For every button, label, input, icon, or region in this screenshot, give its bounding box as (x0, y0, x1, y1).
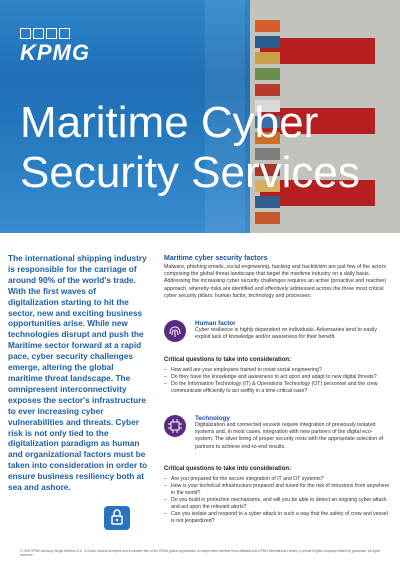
technology-body: Digitalization and connected vessels require integration of previously isolated systems and, in most cases, integration with new partners of the digital eco-system. The silver lining of proper security rests with the appropriate selection of partners to achieve end-to-end results. (195, 422, 384, 450)
lock-icon (104, 506, 130, 530)
circuit-icon (164, 415, 186, 437)
technology-block (164, 413, 390, 463)
human-questions-list (164, 367, 390, 395)
factors-section (164, 255, 390, 300)
list-item: – Are you prepared for the secure integration of IT and OT systems? (164, 476, 390, 483)
list-item: – Do you build in protection mechanisms, and will you be able to detect an ongoing cyber-attack and act upon the relevant alerts? (164, 497, 390, 511)
list-item: – How is your technical infrastructure prepared and tuned for the risk of intrusions from anywhere in the world? (164, 483, 390, 497)
container (255, 36, 280, 48)
container (255, 212, 280, 224)
fingerprint-icon (164, 320, 186, 342)
hero-image (0, 0, 400, 233)
container (255, 84, 280, 96)
human-questions-heading: Critical questions to take into consideration: (164, 357, 292, 363)
container (255, 20, 280, 32)
technology-questions-heading: Critical questions to take into consideration: (164, 466, 292, 472)
list-item: – How well are your employees trained to resist social engineering? (164, 367, 390, 374)
container (255, 68, 280, 80)
human-factor-block (164, 318, 390, 358)
intro-text: The international shipping industry is responsible for the carriage of around 90% of the world's trade. With the first waves of digitalization starting to hit the sector, new and exciting business opportunities arise. While new technologies disrupt and push the Maritime sector forward at a rapid pace, cyber security challenges emerge, altering the global maritime threat landscape. The omnipresent interconnectivity exposes the sector's infrastructure to ever increasing cyber vulnerabilities and threats. Cyber risk is not only tied to the digitalization paradigm as human and organizational factors must be taken into consideration in order to ensure business resiliency both at sea and ashore. (8, 253, 148, 493)
list-item: – Do they have the knowledge and awareness to act upon and adapt to new digital threats? (164, 374, 390, 381)
human-factor-body: Cyber resilience is highly dependent on individuals. Adversaries tend to easily exploit lack of knowledge and/or awareness for their benefit. (195, 327, 377, 341)
section-heading: Maritime cyber security factors (164, 255, 268, 262)
kpmg-logo-icon (20, 28, 70, 39)
technology-heading: Technology (195, 415, 230, 422)
kpmg-logo: KPMG (20, 40, 90, 65)
list-item: – Can you isolate and respond to a cyber attack in such a way that the safety of crew and vessel is not jeopardized? (164, 511, 390, 525)
list-item: – Do the Information Technology (IT) & Operations Technology (OT) personnel and the crew communicate efficiently to act swiftly in a time-critical case? (164, 381, 390, 395)
technology-questions-list (164, 476, 390, 525)
human-factor-heading: Human factor (195, 320, 236, 327)
container (255, 52, 280, 64)
section-body: Malware, phishing emails, social engineering, hacking and hacktivism are just few of the actors comprising the global threat landscape that target the maritime industry on a daily basis. Addressing the increasing cyber security challenges requires an active (proactive and reactive) approach, whereby risks are identified and effectively addressed across the three most critical cyber security pillars: human factor, technology and processes. (164, 264, 386, 299)
page-title: Maritime Cyber Security Services (20, 98, 360, 197)
footer-disclaimer: © 2020 KPMG Advisory Single Member S.A., a Greek Societe Anonyme and a member firm of the KPMG global organization of independent member firms affiliated with KPMG International Limited, a private English company limited by guarantee. All rights reserved. (20, 549, 380, 558)
